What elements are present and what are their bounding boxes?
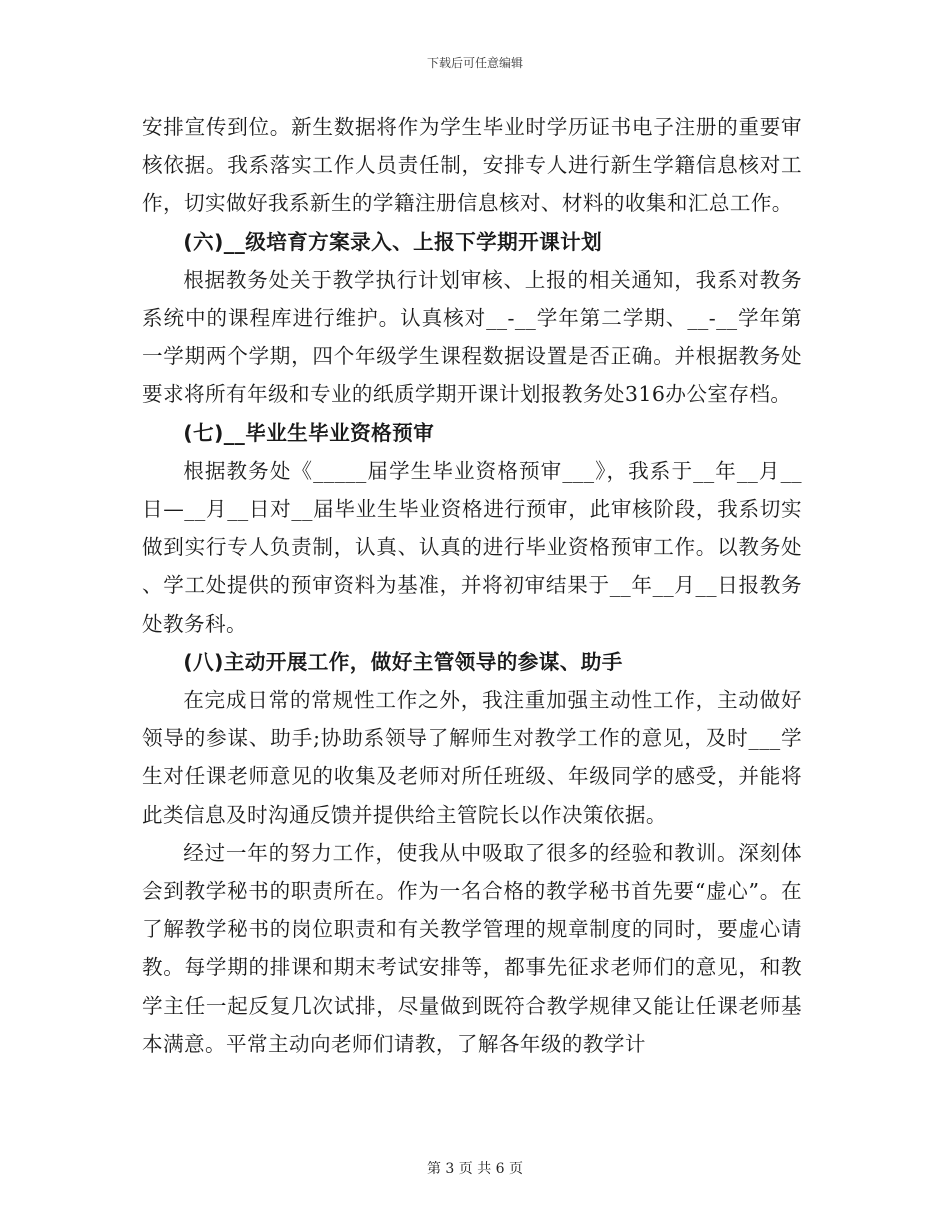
section-heading-8: (八)主动开展工作，做好主管领导的参谋、助手 — [183, 649, 623, 674]
section-heading-7: (七)__毕业生毕业资格预审 — [183, 420, 435, 445]
paragraph-section-7: 根据教务处《_____届学生毕业资格预审___》，我系于__年__月__日—__月__日对__届毕业生毕业资格进行预审，此审核阶段，我系切实做到实行专人负责制，认真、认真的进行毕业资格预审工作。以教务处、学工处提供的预审资料为基准，并将初审结果于__年__月__日报教务处教务科。 — [142, 458, 802, 636]
paragraph-continued: 安排宣传到位。新生数据将作为学生毕业时学历证书电子注册的重要审核依据。我系落实工作人员责任制，安排专人进行新生学籍信息核对工作，切实做好我系新生的学籍注册信息核对、材料的收集和汇总工作。 — [142, 115, 802, 216]
paragraph-section-8: 在完成日常的常规性工作之外，我注重加强主动性工作，主动做好领导的参谋、助手;协助系领导了解师生对教学工作的意见，及时___学生对任课老师意见的收集及老师对所任班级、年级同学的感受，并能将此类信息及时沟通反馈并提供给主管院长以作决策依据。 — [142, 688, 802, 827]
paragraph-section-6: 根据教务处关于教学执行计划审核、上报的相关通知，我系对教务系统中的课程库进行维护。认真核对__-__学年第二学期、__-__学年第一学期两个学期，四个年级学生课程数据设置是否正确。并根据教务处要求将所有年级和专业的纸质学期开课计划报教务处316办公室存档。 — [142, 267, 802, 407]
document-body — [142, 108, 802, 1063]
paragraph-summary: 经过一年的努力工作，使我从中吸取了很多的经验和教训。深刻体会到教学秘书的职责所在。作为一名合格的教学秘书首先要“虚心”。在了解教学秘书的岗位职责和有关教学管理的规章制度的同时，要虚心请教。每学期的排课和期末考试安排等，都事先征求老师们的意见，和教学主任一起反复几次试排，尽量做到既符合教学规律又能让任课老师基本满意。平常主动向老师们请教，了解各年级的教学计 — [142, 840, 802, 1056]
section-heading-6: (六)__级培育方案录入、上报下学期开课计划 — [183, 229, 603, 254]
page-footer: 第 3 页 共 6 页 — [426, 1161, 524, 1177]
page-header: 下载后可任意编辑 — [426, 56, 523, 70]
